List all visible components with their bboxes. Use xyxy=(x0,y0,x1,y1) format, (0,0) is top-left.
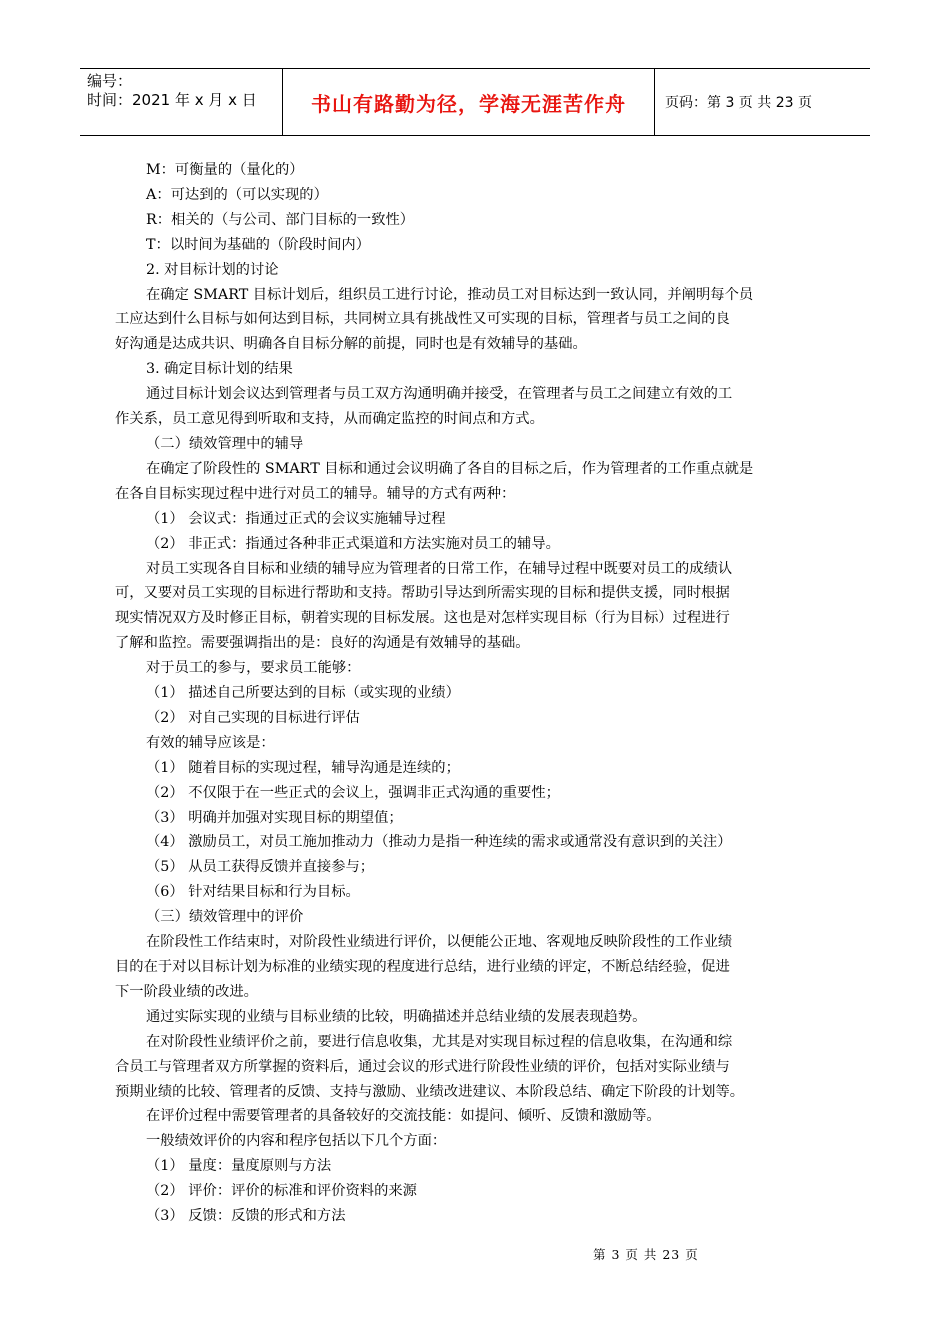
body-line: R：相关的（与公司、部门目标的一致性） xyxy=(146,211,415,228)
page-footer: 第 3 页 共 23 页 xyxy=(593,1247,699,1262)
body-line: A：可达到的（可以实现的） xyxy=(146,186,328,203)
body-line: 作关系，员工意见得到听取和支持，从而确定监控的时间点和方式。 xyxy=(115,411,544,428)
body-line: 对于员工的参与，要求员工能够： xyxy=(146,660,361,677)
body-line: （1） 描述自己所要达到的目标（或实现的业绩） xyxy=(146,685,460,702)
body-line: （2） 非正式：指通过各种非正式渠道和方法实施对员工的辅导。 xyxy=(146,535,560,552)
body-line: （5） 从员工获得反馈并直接参与； xyxy=(146,859,375,876)
body-line: 可，又要对员工实现的目标进行帮助和支持。帮助引导达到所需实现的目标和提供支援，同时根据 xyxy=(115,585,730,602)
body-line: 工应达到什么目标与如何达到目标，共同树立具有挑战性又可实现的目标，管理者与员工之间的良 xyxy=(115,311,730,328)
body-line: （1） 随着目标的实现过程，辅导沟通是连续的； xyxy=(146,759,460,776)
body-line: 对员工实现各自目标和业绩的辅导应为管理者的日常工作，在辅导过程中既要对员工的成绩认 xyxy=(146,560,733,577)
body-line: 2. 对目标计划的讨论 xyxy=(146,261,279,278)
body-line: 在阶段性工作结束时，对阶段性业绩进行评价，以便能公正地、客观地反映阶段性的工作业绩 xyxy=(146,934,733,951)
body-line: （1） 会议式：指通过正式的会议实施辅导过程 xyxy=(146,510,446,527)
header-meta xyxy=(80,69,283,135)
body-line: 在各自目标实现过程中进行对员工的辅导。辅导的方式有两种： xyxy=(115,485,516,502)
body-line: （2） 不仅限于在一些正式的会议上，强调非正式沟通的重要性； xyxy=(146,784,560,801)
body-line: 在确定 SMART 目标计划后，组织员工进行讨论，推动员工对目标达到一致认同，并阐明每个员 xyxy=(146,286,754,303)
body-line: 一般绩效评价的内容和程序包括以下几个方面： xyxy=(146,1133,447,1150)
document-number-label: 编号： xyxy=(87,72,133,90)
body-line: T：以时间为基础的（阶段时间内） xyxy=(146,236,370,253)
body-line: 现实情况双方及时修正目标，朝着实现的目标发展。这也是对怎样实现目标（行为目标）过程进行 xyxy=(115,610,730,627)
body-line: （2） 对自己实现的目标进行评估 xyxy=(146,709,360,726)
body-line: （三）绩效管理中的评价 xyxy=(146,909,304,926)
document-body xyxy=(115,158,840,1229)
body-line: （2） 评价：评价的标准和评价资料的来源 xyxy=(146,1183,417,1200)
body-line: 合员工与管理者双方所掌握的资料后，通过会议的形式进行阶段性业绩的评价，包括对实际业绩与 xyxy=(115,1058,730,1075)
body-line: （二）绩效管理中的辅导 xyxy=(146,435,304,452)
body-line: 在确定了阶段性的 SMART 目标和通过会议明确了各自的目标之后，作为管理者的工作重点就是 xyxy=(146,460,754,477)
body-line: （4） 激励员工，对员工施加推动力（推动力是指一种连续的需求或通常没有意识到的关注） xyxy=(146,834,732,851)
body-line: 3. 确定目标计划的结果 xyxy=(146,361,293,378)
body-line: （3） 明确并加强对实现目标的期望值； xyxy=(146,809,403,826)
body-line: 下一阶段业绩的改进。 xyxy=(115,983,258,1000)
body-line: 有效的辅导应该是： xyxy=(146,734,275,751)
body-line: （3） 反馈：反馈的形式和方法 xyxy=(146,1208,346,1225)
header-page-info: 页码：第 3 页 共 23 页 xyxy=(665,95,812,111)
page-header xyxy=(80,68,870,136)
body-line: 通过目标计划会议达到管理者与员工双方沟通明确并接受，在管理者与员工之间建立有效的工 xyxy=(146,386,733,403)
body-line: 了解和监控。需要强调指出的是：良好的沟通是有效辅导的基础。 xyxy=(115,635,530,652)
body-line: （1） 量度：量度原则与方法 xyxy=(146,1158,332,1175)
header-motto: 书山有路勤为径，学海无涯苦作舟 xyxy=(283,69,655,135)
body-line: 目的在于对以目标计划为标准的业绩实现的程度进行总结，进行业绩的评定，不断总结经验，促进 xyxy=(115,959,730,975)
body-line: 通过实际实现的业绩与目标业绩的比较，明确描述并总结业绩的发展表现趋势。 xyxy=(146,1008,647,1025)
body-line: 好沟通是达成共识、明确各自目标分解的前提，同时也是有效辅导的基础。 xyxy=(115,336,587,353)
body-line: 在对阶段性业绩评价之前，要进行信息收集，尤其是对实现目标过程的信息收集，在沟通和综 xyxy=(146,1033,733,1050)
body-line: 在评价过程中需要管理者的具备较好的交流技能：如提问、倾听、反馈和激励等。 xyxy=(146,1108,661,1125)
document-time-label: 时间：2021 年 x 月 x 日 xyxy=(87,91,257,109)
body-line: M：可衡量的（量化的） xyxy=(146,162,304,178)
body-line: 预期业绩的比较、管理者的反馈、支持与激励、业绩改进建议、本阶段总结、确定下阶段的计划等。 xyxy=(115,1083,745,1100)
body-line: （6） 针对结果目标和行为目标。 xyxy=(146,884,360,901)
